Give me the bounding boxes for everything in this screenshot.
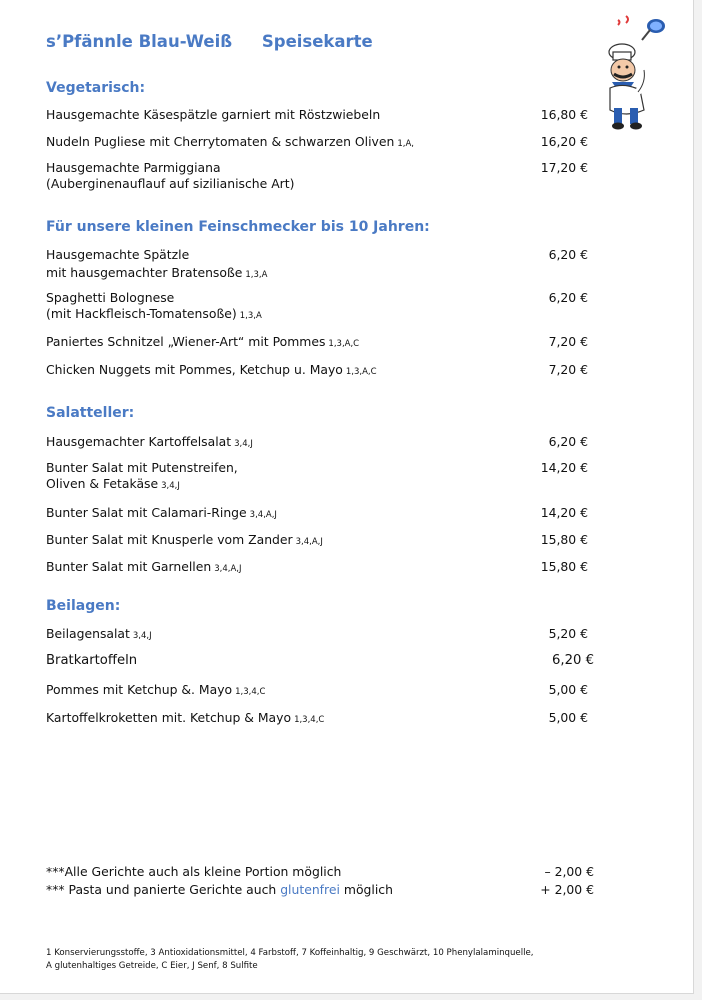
- menu-item: [46, 246, 594, 284]
- note-text-pre: *** Pasta und panierte Gerichte auch: [46, 882, 281, 897]
- item-allergens: 1,3,A,C: [345, 367, 377, 377]
- item-description: mit hausgemachter Bratensoße: [46, 265, 243, 280]
- item-price: 14,20 €: [540, 505, 588, 520]
- item-price: 7,20 €: [548, 334, 588, 349]
- item-price: 16,80 €: [540, 107, 588, 122]
- footnote-line-2: A glutenhaltiges Getreide, C Eier, J Senf, 8 Sulfite: [46, 960, 258, 971]
- item-name: Hausgemachte Spätzle: [46, 247, 190, 262]
- section-heading-vegetarisch: Vegetarisch:: [46, 80, 146, 96]
- item-name: Nudeln Pugliese mit Cherrytomaten & schwarzen Oliven: [46, 134, 395, 149]
- menu-item: [46, 362, 594, 380]
- section-heading-beilagen: Beilagen:: [46, 598, 121, 614]
- item-description: (Auberginenauflauf auf sizilianische Art): [46, 176, 295, 191]
- item-allergens: 1,3,A,C: [328, 339, 360, 349]
- item-name: Bunter Salat mit Calamari-Ringe: [46, 505, 247, 520]
- item-name: Kartoffelkroketten mit. Ketchup & Mayo: [46, 710, 292, 725]
- chef-with-frying-pan-icon: [596, 12, 674, 134]
- item-price: 5,00 €: [548, 710, 588, 725]
- item-allergens: 3,4,J: [132, 631, 152, 641]
- item-allergens: 1,3,A: [239, 311, 262, 321]
- menu-item: [46, 134, 594, 152]
- item-name: Pommes mit Ketchup &. Mayo: [46, 682, 233, 697]
- item-price: 16,20 €: [540, 134, 588, 149]
- menu-item: [46, 682, 594, 700]
- item-description: (mit Hackfleisch-Tomatensoße): [46, 306, 237, 321]
- item-name: Chicken Nuggets mit Pommes, Ketchup u. Mayo: [46, 362, 343, 377]
- item-allergens: 3,4,J: [161, 481, 180, 491]
- item-allergens: 3,4,A,J: [249, 510, 277, 520]
- item-name: Bratkartoffeln: [46, 653, 138, 668]
- page-title: Speisekarte: [261, 32, 373, 51]
- item-price: 15,80 €: [540, 532, 588, 547]
- item-description: Oliven & Fetakäse: [46, 476, 159, 491]
- restaurant-name: s’Pfännle Blau-Weiß: [46, 32, 233, 51]
- note-text-post: möglich: [339, 882, 393, 897]
- item-price: 6,20 €: [552, 653, 594, 668]
- note-small-portion: [46, 864, 594, 880]
- item-allergens: 3,4,J: [234, 439, 253, 449]
- item-allergens: 1,3,A: [245, 270, 268, 280]
- item-price: 14,20 €: [540, 460, 588, 475]
- menu-item: [46, 710, 594, 728]
- item-price: 6,20 €: [548, 434, 588, 449]
- note-price: – 2,00 €: [544, 864, 594, 879]
- item-name: Hausgemachte Parmiggiana: [46, 160, 221, 175]
- item-name: Hausgemachte Käsespätzle garniert mit Röstzwiebeln: [46, 107, 381, 122]
- item-price: 6,20 €: [548, 290, 588, 305]
- item-allergens: 3,4,A,J: [214, 564, 242, 574]
- item-price: 5,00 €: [548, 682, 588, 697]
- note-glutenfree: [46, 882, 594, 898]
- item-name: Bunter Salat mit Garnellen: [46, 559, 212, 574]
- menu-item: [46, 626, 594, 644]
- menu-item: [46, 160, 594, 192]
- item-price: 6,20 €: [548, 247, 588, 262]
- menu-item: [46, 460, 594, 494]
- item-price: 5,20 €: [548, 626, 588, 641]
- item-allergens: 1,3,4,C: [294, 715, 325, 725]
- menu-item: [46, 107, 594, 123]
- item-name: Beilagensalat: [46, 626, 130, 641]
- item-name: Bunter Salat mit Knusperle vom Zander: [46, 532, 293, 547]
- item-price: 15,80 €: [540, 559, 588, 574]
- menu-item: [46, 505, 594, 523]
- menu-item: [46, 653, 594, 669]
- menu-item: [46, 532, 594, 550]
- note-text: ***Alle Gerichte auch als kleine Portion möglich: [46, 864, 342, 879]
- footnote-line-1: 1 Konservierungsstoffe, 3 Antioxidationsmittel, 4 Farbstoff, 7 Koffeinhaltig, 9 Geschwärzt, 10 Phenylalaminquelle,: [46, 948, 534, 958]
- menu-item: [46, 559, 594, 577]
- item-allergens: 1,3,4,C: [235, 687, 266, 697]
- note-price: + 2,00 €: [540, 882, 594, 897]
- item-name: Hausgemachter Kartoffelsalat: [46, 434, 232, 449]
- section-heading-kinder: Für unsere kleinen Feinschmecker bis 10 Jahren:: [46, 219, 430, 235]
- item-name: Bunter Salat mit Putenstreifen,: [46, 460, 238, 475]
- item-name: Paniertes Schnitzel „Wiener-Art“ mit Pommes: [46, 334, 326, 349]
- allergen-footnote: [46, 947, 646, 972]
- item-name: Spaghetti Bolognese: [46, 290, 175, 305]
- item-price: 7,20 €: [548, 362, 588, 377]
- menu-item: [46, 290, 594, 324]
- menu-item: [46, 334, 594, 352]
- item-allergens: 3,4,A,J: [295, 537, 323, 547]
- item-price: 17,20 €: [540, 160, 588, 175]
- page-header: [46, 32, 373, 51]
- section-heading-salatteller: Salatteller:: [46, 405, 135, 421]
- item-allergens: 1,A,: [397, 139, 415, 149]
- glutenfree-highlight: glutenfrei: [280, 882, 340, 897]
- menu-item: [46, 434, 594, 452]
